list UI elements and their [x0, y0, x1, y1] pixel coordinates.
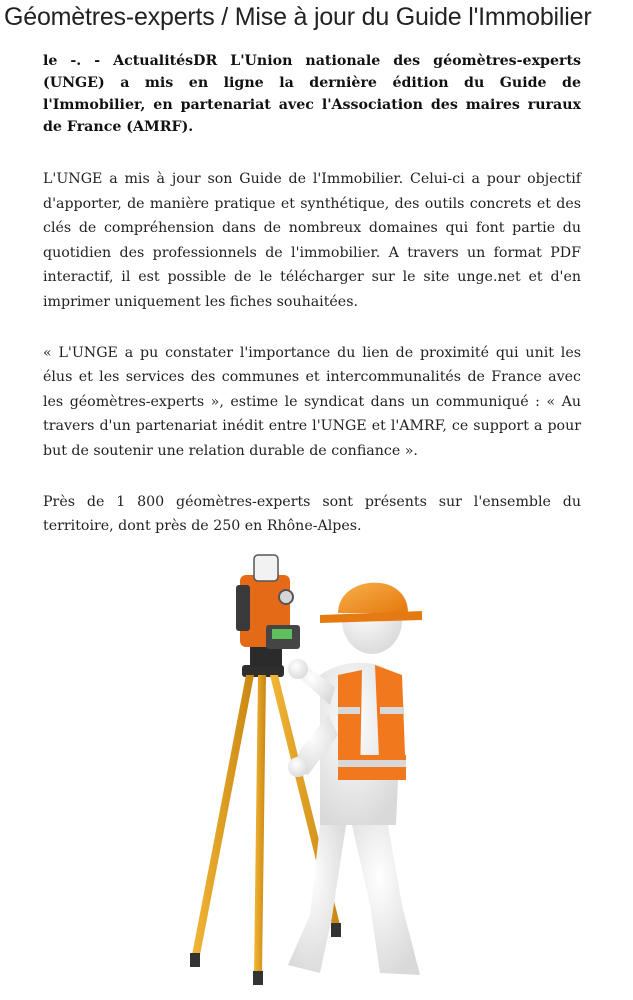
- article-title: Géomètres-experts / Mise à jour du Guide l'Immobilier: [4, 3, 592, 31]
- theodolite: [236, 555, 300, 667]
- surveyor-illustration: [170, 525, 470, 1000]
- article-lead: le -. - ActualitésDR L'Union nationale des géomètres-experts (UNGE) a mis en ligne la dernière édition du Guide de l'Immobilier, en partenariat avec l'Association des maires ruraux de France (AMRF).: [43, 53, 581, 135]
- figure: [288, 583, 422, 975]
- article-paragraph-1: L'UNGE a mis à jour son Guide de l'Immobilier. Celui-ci a pour objectif d'apporter, de manière pratique et synthétique, des outils concrets et des clés de compréhension dans de nombreux domaines qui font partie du quotidien des professionnels de l'immobilier. A travers un format PDF interactif, il est possible de le télécharger sur le site unge.net et d'en imprimer uniquement les fiches souhaitées.: [43, 171, 581, 310]
- article-paragraph-2: « L'UNGE a pu constater l'importance du lien de proximité qui unit les élus et les services des communes et intercommunalités de France avec les géomètres-experts », estime le syndicat dans un communiqué : « Au travers d'un partenariat inédit entre l'UNGE et l'AMRF, ce support a pour but de soutenir une relation durable de confiance ».: [43, 344, 581, 459]
- article-body: [43, 50, 581, 565]
- article-paragraph-3: Près de 1 800 géomètres-experts sont présents sur l'ensemble du territoire, dont près de 250 en Rhône-Alpes.: [43, 493, 581, 535]
